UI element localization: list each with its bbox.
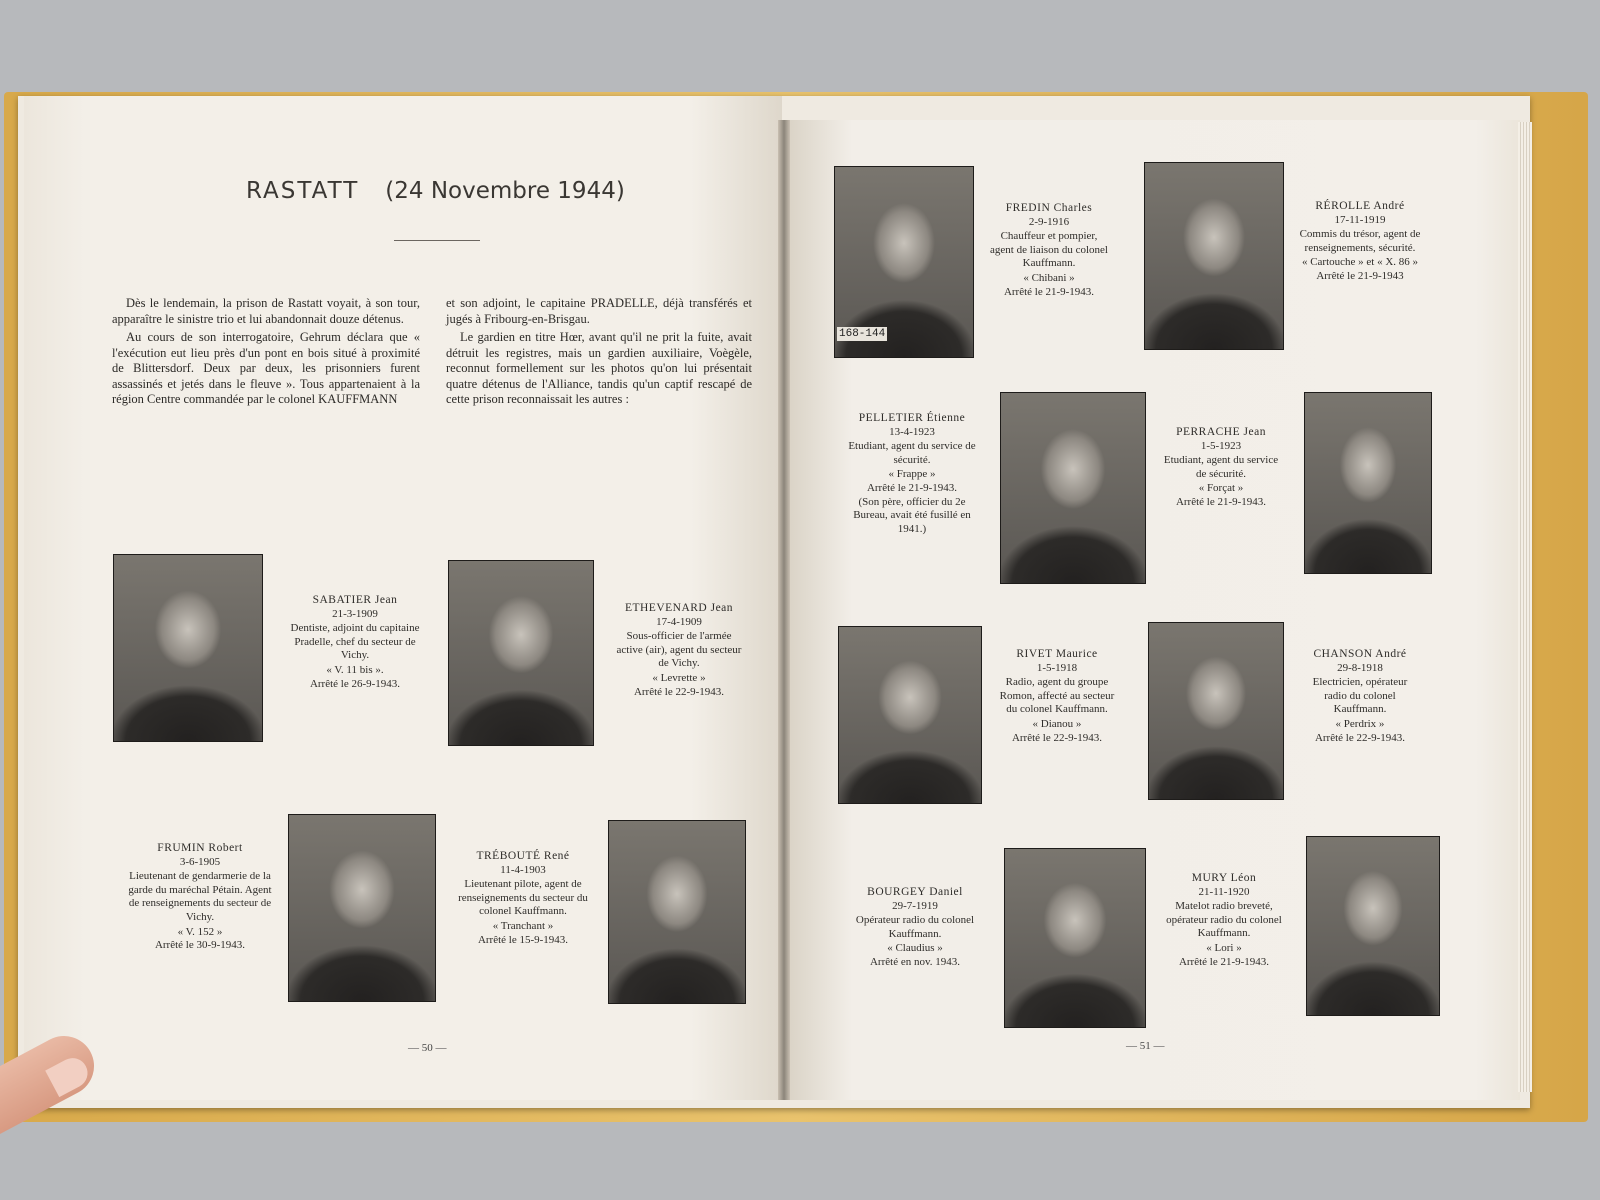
paragraph: Dès le lendemain, la prison de Rastatt voyait, à son tour, apparaître le sinistre trio et lui abandonnait douze détenus. (112, 296, 420, 326)
entry-caption (452, 850, 594, 947)
paragraph: Le gardien en titre Hœr, avant qu'il ne prit la fuite, avait détruit les registres, mais un gardien auxiliaire, Voègèle, reconnut formellement sur les photos qu'on lui présentait quatre détenus de l'Alliance, tandis qu'un captif rescapé de cette prison reconnaissait les autres : (446, 330, 752, 406)
person-role: Radio, agent du groupe Romon, affecté au secteur du colonel Kauffmann. (999, 676, 1115, 716)
person-name: BOURGEY Daniel (867, 886, 963, 898)
person-name: RIVET Maurice (1016, 648, 1098, 660)
code-name: « Chibani » (1023, 271, 1075, 284)
entry-caption (612, 602, 746, 699)
book-gutter (778, 120, 790, 1100)
person-name: SABATIER Jean (312, 594, 398, 606)
page-title (246, 178, 646, 204)
code-name: « Dianou » (1032, 717, 1082, 730)
arrest-date: Arrêté le 21-9-1943 (1316, 269, 1404, 282)
arrest-date: Arrêté le 21-9-1943. (1178, 955, 1270, 968)
birth-date: 29-7-1919 (892, 899, 938, 912)
paragraph: et son adjoint, le capitaine PRADELLE, déjà transférés et jugés à Fribourg-en-Brisgau. (446, 296, 752, 326)
arrest-date: Arrêté le 26-9-1943. (309, 677, 401, 690)
portrait-photo (1306, 836, 1440, 1016)
arrest-date: Arrêté en nov. 1943. (869, 955, 960, 968)
entry-caption (850, 886, 980, 970)
person-role: Lieutenant pilote, agent de renseignements du secteur du colonel Kauffmann. (458, 878, 588, 918)
arrest-date: Arrêté le 22-9-1943. (1314, 731, 1406, 744)
person-name: MURY Léon (1191, 872, 1257, 884)
page-number: — 50 — (408, 1042, 447, 1054)
paragraph: Au cours de son interrogatoire, Gehrum déclara que « l'exécution eut lieu près d'un pont en bois situé à proximité de Blittersdorf. Deux par deux, les prisonniers furent assassinés et jetés dans le fleuve ». Tous appartenaient à la région Centre commandée par le colonel KAUFFMANN (112, 330, 420, 406)
portrait-photo (608, 820, 746, 1004)
entry-caption (1296, 200, 1424, 284)
birth-date: 3-6-1905 (179, 855, 221, 868)
birth-date: 1-5-1923 (1200, 439, 1242, 452)
portrait-photo (1000, 392, 1146, 584)
portrait-photo (838, 626, 982, 804)
code-name: « Forçat » (1198, 482, 1244, 495)
person-name: PERRACHE Jean (1176, 426, 1266, 438)
portrait-photo (1304, 392, 1432, 574)
birth-date: 17-11-1919 (1334, 213, 1386, 226)
entry-caption (996, 648, 1118, 745)
entry-caption (128, 842, 272, 953)
code-name: « Frappe » (888, 468, 936, 481)
birth-date: 2-9-1916 (1028, 215, 1070, 228)
arrest-date: Arrêté le 21-9-1943. (1175, 495, 1267, 508)
person-role: Etudiant, agent du service de sécurité. (1163, 454, 1279, 480)
arrest-date: Arrêté le 21-9-1943. (1003, 285, 1095, 298)
arrest-date: Arrêté le 21-9-1943. (866, 481, 958, 494)
person-role: Sous-officier de l'armée active (air), agent du secteur de Vichy. (616, 630, 742, 670)
arrest-date: Arrêté le 22-9-1943. (633, 685, 725, 698)
portrait-photo (1004, 848, 1146, 1028)
portrait-photo (288, 814, 436, 1002)
code-name: « V. 152 » (177, 925, 223, 938)
code-name: « Levrette » (652, 671, 706, 684)
birth-date: 11-4-1903 (500, 863, 546, 876)
person-role: Chauffeur et pompier, agent de liaison du colonel Kauffmann. (990, 230, 1108, 270)
title-rule (394, 240, 480, 241)
portrait-photo (448, 560, 594, 746)
page-edges (1518, 122, 1532, 1092)
code-name: « Cartouche » et « X. 86 » (1301, 256, 1419, 269)
title-main: RASTATT (246, 178, 360, 204)
arrest-date: Arrêté le 30-9-1943. (154, 939, 246, 952)
person-role: Lieutenant de gendarmerie de la garde du maréchal Pétain. Agent de renseignements du secteur de Vichy. (128, 870, 272, 923)
code-name: « Lori » (1206, 941, 1242, 954)
person-name: FRUMIN Robert (157, 842, 243, 854)
entry-caption (990, 202, 1108, 299)
portrait-photo (1148, 622, 1284, 800)
person-role: Matelot radio breveté, opérateur radio du colonel Kauffmann. (1166, 900, 1282, 940)
entry-caption (282, 594, 428, 691)
person-name: FREDIN Charles (1005, 202, 1093, 214)
birth-date: 13-4-1923 (889, 425, 935, 438)
code-name: « V. 11 bis ». (326, 663, 384, 676)
arrest-date: Arrêté le 15-9-1943. (477, 933, 569, 946)
birth-date: 21-11-1920 (1198, 885, 1250, 898)
code-name: « Tranchant » (492, 919, 554, 932)
person-name: PELLETIER Étienne (858, 412, 966, 424)
portrait-photo (1144, 162, 1284, 350)
person-role: Commis du trésor, agent de renseignements, sécurité. (1299, 228, 1421, 254)
person-name: CHANSON André (1313, 648, 1407, 660)
birth-date: 1-5-1918 (1036, 661, 1078, 674)
person-name: RÉROLLE André (1315, 200, 1405, 212)
person-role: Etudiant, agent du service de sécurité. (848, 440, 976, 466)
footnote: (Son père, officier du 2e Bureau, avait été fusillé en 1941.) (853, 495, 971, 535)
code-name: « Perdrix » (1335, 717, 1385, 730)
entry-caption (846, 412, 978, 536)
title-date: (24 Novembre 1944) (385, 178, 625, 204)
inmate-number: 168-144 (839, 328, 886, 340)
entry-caption (1160, 872, 1288, 969)
person-role: Dentiste, adjoint du capitaine Pradelle, chef du secteur de Vichy. (290, 622, 420, 662)
text-column-2 (446, 296, 752, 411)
arrest-date: Arrêté le 22-9-1943. (1011, 731, 1103, 744)
person-role: Opérateur radio du colonel Kauffmann. (855, 914, 975, 940)
entry-caption (1300, 648, 1420, 745)
code-name: « Claudius » (887, 942, 943, 955)
person-name: ETHEVENARD Jean (624, 602, 734, 614)
birth-date: 21-3-1909 (332, 607, 378, 620)
entry-caption (1160, 426, 1282, 510)
portrait-photo (113, 554, 263, 742)
text-column-1 (112, 296, 420, 411)
birth-date: 17-4-1909 (656, 615, 702, 628)
person-role: Electricien, opérateur radio du colonel Kauffmann. (1312, 676, 1408, 716)
birth-date: 29-8-1918 (1337, 661, 1383, 674)
portrait-photo (834, 166, 974, 358)
person-name: TRÉBOUTÉ René (476, 850, 570, 862)
page-number: — 51 — (1126, 1040, 1165, 1052)
